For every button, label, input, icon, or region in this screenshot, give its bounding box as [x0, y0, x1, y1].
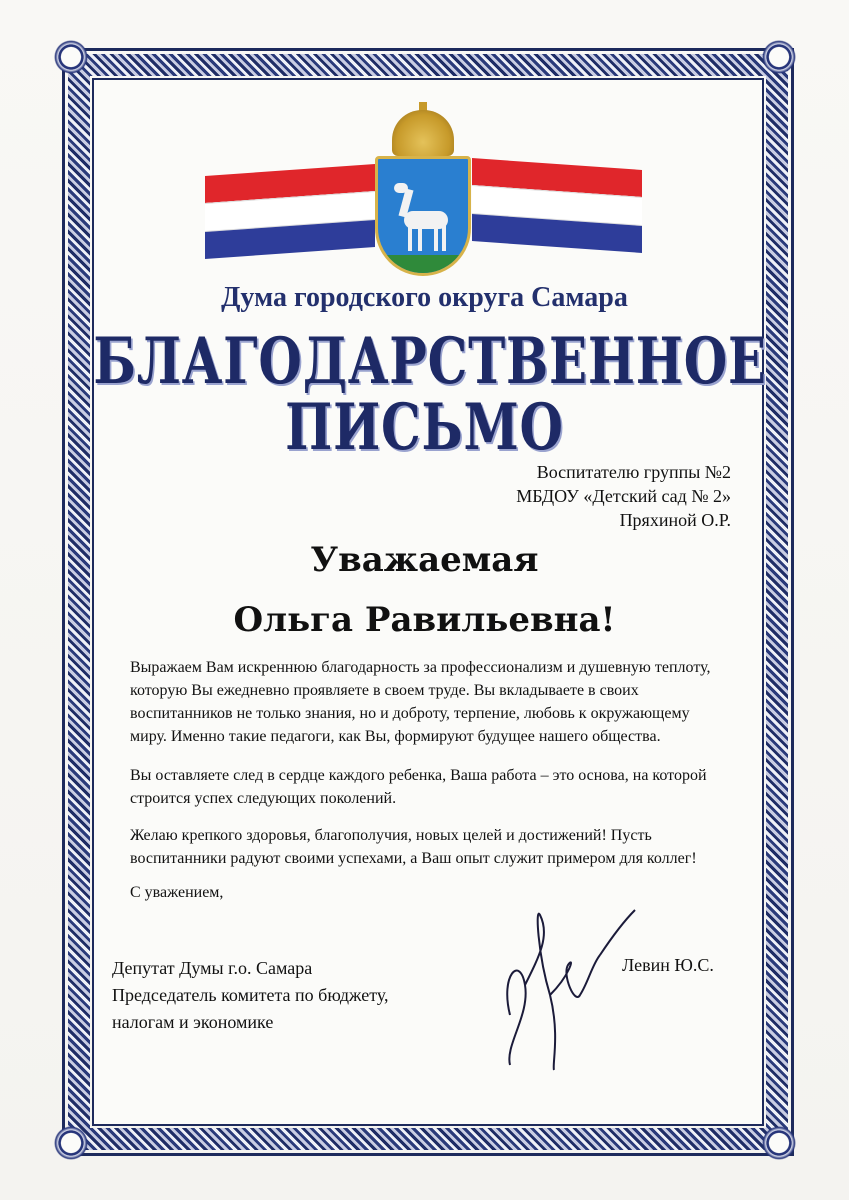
- body-paragraph-1: Выражаем Вам искреннюю благодарность за профессионализм и душевную теплоту, которую Вы ежедневно проявляете в своем труде. Вы вкладываете в своих воспитанников не только знания, но и доброту, терпение, любовь к окружающему миру. Именно такие педагоги, как Вы, формируют будущее нашего общества.: [130, 659, 711, 745]
- frame-corner-ornament-icon: [756, 1120, 802, 1166]
- crown-icon: [392, 110, 454, 156]
- recipient-name: Пряхиной О.Р.: [619, 510, 731, 530]
- samara-coat-of-arms-icon: [200, 100, 650, 290]
- frame-corner-ornament-icon: [48, 1120, 94, 1166]
- signer-position-block: [112, 955, 389, 1036]
- recipient-institution: МБДОУ «Детский сад № 2»: [516, 486, 731, 506]
- signer-name: Левин Ю.С.: [622, 955, 714, 975]
- signer-position-line3: налогам и экономике: [112, 1012, 274, 1032]
- document-title-line2: ПИСЬМО: [285, 390, 564, 465]
- organization-name: Дума городского округа Самара: [221, 282, 628, 313]
- closing-phrase: С уважением,: [130, 884, 224, 901]
- frame-corner-ornament-icon: [48, 34, 94, 80]
- greeting-name: Ольга Равильевна!: [233, 600, 616, 640]
- recipient-block: [516, 460, 731, 532]
- shield-icon: [375, 156, 471, 276]
- flag-right-icon: [472, 158, 642, 252]
- signer-position-line1: Депутат Думы г.о. Самара: [112, 958, 313, 978]
- body-paragraph-3: Желаю крепкого здоровья, благополучия, новых целей и достижений! Пусть воспитанники радуют своими успехами, а Ваш опыт служит примером для коллег!: [130, 827, 697, 867]
- document-title-line1: БЛАГОДАРСТВЕННОЕ: [93, 324, 767, 399]
- recipient-position: Воспитателю группы №2: [536, 462, 731, 482]
- handwritten-signature: [480, 895, 660, 1075]
- frame-corner-ornament-icon: [756, 34, 802, 80]
- greeting-salutation: Уважаемая: [310, 540, 539, 580]
- signer-position-line2: Председатель комитета по бюджету,: [112, 985, 389, 1005]
- flag-left-icon: [205, 164, 375, 258]
- body-paragraph-2: Вы оставляете след в сердце каждого ребенка, Ваша работа – это основа, на которой строится успех следующих поколений.: [130, 767, 707, 807]
